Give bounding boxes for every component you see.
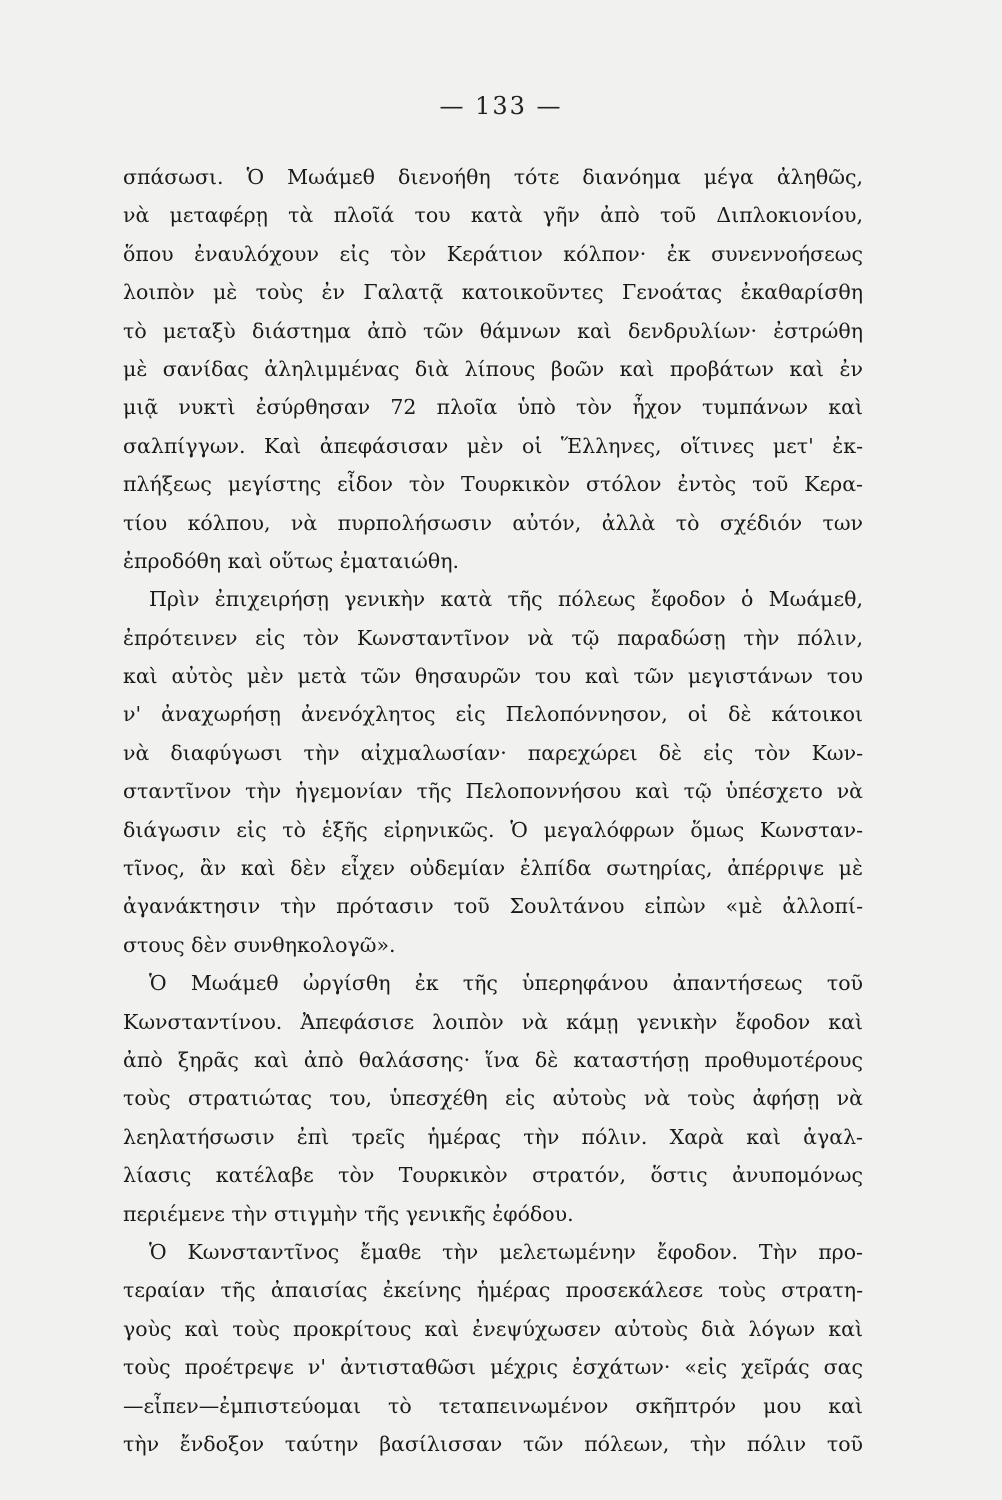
- text-line: τοὺς προέτρεψε ν' ἀντισταθῶσι μέχρις ἐσχάτων· «εἰς χεῖράς σας: [123, 1355, 863, 1380]
- page-number: — 133 —: [439, 92, 563, 120]
- text-line: διάγωσιν εἰς τὸ ἑξῆς εἰρηνικῶς. Ὁ μεγαλόφρων ὅμως Κωνσταν-: [123, 817, 863, 842]
- text-line: Ὁ Κωνσταντῖνος ἔμαθε τὴν μελετωμένην ἔφοδον. Τὴν προ-: [149, 1239, 863, 1264]
- text-line: στους δὲν συνθηκολογῶ».: [123, 932, 396, 957]
- text-line: τῖνος, ἂν καὶ δὲν εἶχεν οὐδεμίαν ἐλπίδα σωτηρίας, ἀπέρριψε μὲ: [123, 856, 863, 881]
- text-line: τεραίαν τῆς ἀπαισίας ἐκείνης ἡμέρας προσεκάλεσε τοὺς στρατη-: [123, 1278, 863, 1303]
- text-line: ν' ἀναχωρήσῃ ἀνενόχλητος εἰς Πελοπόννησον, οἱ δὲ κάτοικοι: [123, 702, 863, 727]
- text-line: λίασις κατέλαβε τὸν Τουρκικὸν στρατόν, ὅστις ἀνυπομόνως: [123, 1163, 863, 1188]
- text-line: νὰ διαφύγωσι τὴν αἰχμαλωσίαν· παρεχώρει δὲ εἰς τὸν Κων-: [123, 740, 863, 765]
- text-line: γοὺς καὶ τοὺς προκρίτους καὶ ἐνεψύχωσεν αὐτοὺς διὰ λόγων καὶ: [123, 1316, 863, 1341]
- paragraph-4: [123, 1233, 863, 1463]
- text-line: νὰ μεταφέρῃ τὰ πλοῖά του κατὰ γῆν ἀπὸ τοῦ Διπλοκιονίου,: [123, 203, 863, 228]
- paragraph-1: [123, 158, 863, 580]
- text-line: ἐπροδόθη καὶ οὕτως ἐματαιώθη.: [123, 548, 460, 573]
- body-text: [123, 158, 863, 1463]
- text-line: τὴν ἔνδοξον ταύτην βασίλισσαν τῶν πόλεων, τὴν πόλιν τοῦ: [123, 1431, 863, 1456]
- text-line: τοὺς στρατιώτας του, ὑπεσχέθη εἰς αὐτοὺς νὰ τοὺς ἀφήσῃ νὰ: [123, 1086, 863, 1111]
- paragraph-3: [123, 964, 863, 1233]
- text-line: μιᾷ νυκτὶ ἐσύρθησαν 72 πλοῖα ὑπὸ τὸν ἦχον τυμπάνων καὶ: [123, 395, 863, 420]
- text-line: καὶ αὐτὸς μὲν μετὰ τῶν θησαυρῶν του καὶ τῶν μεγιστάνων του: [123, 664, 863, 689]
- text-line: ὅπου ἐναυλόχουν εἰς τὸν Κεράτιον κόλπον· ἐκ συνεννοήσεως: [123, 241, 863, 266]
- paragraph-2: [123, 580, 863, 964]
- text-line: σαλπίγγων. Καὶ ἀπεφάσισαν μὲν οἱ Ἕλληνες, οἵτινες μετ' ἐκ-: [123, 433, 863, 458]
- text-line: ἀπὸ ξηρᾶς καὶ ἀπὸ θαλάσσης· ἵνα δὲ καταστήσῃ προθυμοτέρους: [123, 1047, 863, 1072]
- text-line: λεηλατήσωσιν ἐπὶ τρεῖς ἡμέρας τὴν πόλιν. Χαρὰ καὶ ἀγαλ-: [123, 1124, 863, 1149]
- text-line: περιέμενε τὴν στιγμὴν τῆς γενικῆς ἐφόδου.: [123, 1201, 574, 1226]
- text-line: Πρὶν ἐπιχειρήσῃ γενικὴν κατὰ τῆς πόλεως ἔφοδον ὁ Μωάμεθ,: [149, 587, 863, 612]
- text-line: σπάσωσι. Ὁ Μωάμεθ διενοήθη τότε διανόημα μέγα ἀληθῶς,: [123, 165, 863, 189]
- text-line: —εἶπεν—ἐμπιστεύομαι τὸ τεταπεινωμένον σκῆπτρόν μου καὶ: [123, 1393, 863, 1418]
- text-line: ἐπρότεινεν εἰς τὸν Κωνσταντῖνον νὰ τῷ παραδώσῃ τὴν πόλιν,: [123, 625, 863, 650]
- text-line: τὸ μεταξὺ διάστημα ἀπὸ τῶν θάμνων καὶ δενδρυλίων· ἐστρώθη: [123, 318, 863, 343]
- text-line: λοιπὸν μὲ τοὺς ἐν Γαλατᾷ κατοικοῦντες Γενοάτας ἐκαθαρίσθη: [123, 280, 863, 305]
- text-line: μὲ σανίδας ἀληλιμμένας διὰ λίπους βοῶν καὶ προβάτων καὶ ἐν: [123, 356, 863, 381]
- text-line: Κωνσταντίνου. Ἀπεφάσισε λοιπὸν νὰ κάμῃ γενικὴν ἔφοδον καὶ: [123, 1009, 863, 1034]
- text-line: ἀγανάκτησιν τὴν πρότασιν τοῦ Σουλτάνου εἰπὼν «μὲ ἀλλοπί-: [123, 894, 863, 919]
- text-line: σταντῖνον τὴν ἡγεμονίαν τῆς Πελοποννήσου καὶ τῷ ὑπέσχετο νὰ: [123, 779, 863, 804]
- text-line: πλήξεως μεγίστης εἶδον τὸν Τουρκικὸν στόλον ἐντὸς τοῦ Κερα-: [123, 472, 863, 497]
- text-line: τίου κόλπου, νὰ πυρπολήσωσιν αὐτόν, ἀλλὰ τὸ σχέδιόν των: [123, 510, 863, 535]
- text-line: Ὁ Μωάμεθ ὠργίσθη ἐκ τῆς ὑπερηφάνου ἀπαντήσεως τοῦ: [149, 971, 863, 996]
